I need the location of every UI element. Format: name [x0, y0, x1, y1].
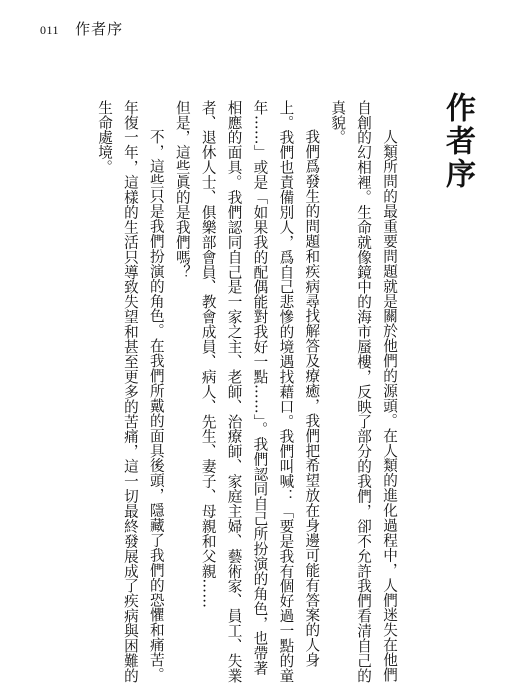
page-header [40, 18, 123, 39]
body-text [82, 100, 402, 685]
paragraph-3: 但是，這些眞的是我們嗎？ [173, 100, 191, 280]
chapter-title: 作者序 [440, 92, 475, 191]
paragraph-1: 人類所問的最重要問題就是關於他們的源頭。在人類的進化過程中，人們迷失在他們自創的幻相裡。生命就像鏡中的海市蜃樓，反映了部分的我們，卻不允許我們看清自己的真貌。 [329, 100, 398, 684]
paragraph-4: 不，這些只是我們扮演的角色。在我們所戴的面具後頭，隱藏了我們的恐懼和痛苦。年復一年，這樣的生活只導致失望和甚至更多的苦痛，這一切最終發展成了疾病與困難的生命處境。 [96, 100, 165, 684]
page-number: 011 [40, 23, 60, 37]
running-title: 作者序 [75, 20, 124, 38]
paragraph-2: 我們爲發生的問題和疾病尋找解答及療癒，我們把希望放在身邊可能有答案的人身上。我們也責備別人，爲自己悲慘的境遇找藉口。我們叫喊：「要是我有個好過一點的童年……」或是「如果我的配偶能對我好一點……」。我們認同自己所扮演的角色，也帶著相應的面具。我們認同自己是一家之主、老師、治療師、家庭主婦、藝術家、員工、失業者、退休人士、俱樂部會員、教會成員、病人、先生、妻子、母親和父親…… [199, 100, 321, 684]
